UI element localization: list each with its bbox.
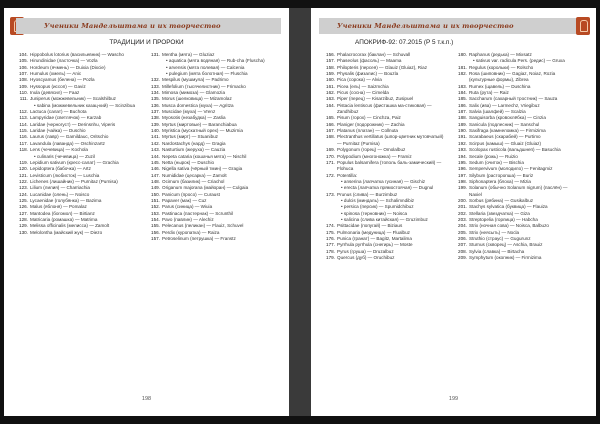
entry-number: 175.	[326, 229, 335, 235]
entry-text: Lilium (лилия) — Charriachia	[30, 185, 90, 191]
entry-text: Hippobolus lotorius (васильевник) — Wascho	[30, 52, 124, 57]
entry-text: Sanguisorba (кровохлёбка) — Cinzia	[469, 115, 546, 121]
entry-text: Pyrrhula pyrrhula (снегирь) — Moste	[337, 242, 413, 248]
entry-text: Sturnus (скворец) — Aschia, Brauiz	[469, 242, 543, 248]
entry-number: 125.	[19, 197, 28, 203]
entry-number: 198.	[458, 178, 467, 184]
entry-number: 157.	[326, 58, 335, 64]
entry-text: Secale (рожь) — Ruizio	[469, 153, 518, 159]
entry-number: 192.	[458, 140, 467, 146]
entry-number: 104.	[19, 52, 28, 57]
entry-text: Stachys sylvatica (буквица) — Flauiza	[469, 204, 548, 210]
entry-text: Nigella sativa (чёрный тмин) — Gragia	[162, 166, 243, 172]
entry-number: 131.	[151, 52, 160, 57]
entry-text: Laurus (лавр) — Gamildauc, Oritschio	[30, 134, 109, 140]
entry-column-2	[150, 52, 272, 242]
entry-text: Struthio (страус) — Gugurunz	[469, 235, 531, 241]
entry-text: Pisum (горох) — Cinchza, Paiz	[337, 115, 401, 121]
entry-number: 197.	[458, 172, 467, 178]
entry-text: Picea (ель) — Saizmchia	[337, 83, 389, 89]
page-number: 199	[448, 396, 459, 402]
entry-number: 118.	[19, 147, 28, 153]
entry-number: 181.	[458, 64, 467, 70]
entry-text: • erecta (лапчатка прямостоячая) — Dugnul	[341, 185, 434, 191]
list-entry	[325, 255, 447, 261]
entry-text: Lichenes (лишайник) — Purnitaz (Purnisa)	[30, 178, 118, 184]
entry-text: Mimosa (мимоза) — Glamozia	[162, 90, 226, 96]
entry-number: 204.	[458, 223, 467, 229]
entry-text: Raphanus (редька) — Mixsatz	[469, 52, 532, 57]
entry-text: Pyrus (груша) — Druzalbuz	[337, 248, 394, 254]
entry-number: 124.	[19, 191, 28, 197]
entry-number: 182.	[458, 71, 467, 77]
entry-number: 143.	[151, 147, 160, 153]
list-entry	[457, 71, 579, 84]
entry-number: 133.	[151, 83, 160, 89]
entry-text: Nardostachys (нард) — Gragia	[162, 140, 226, 146]
entry-number: 142.	[151, 140, 160, 146]
entry-text: • sabina (можжевельник казац-кий) — Scinzibua	[34, 102, 136, 108]
entry-number: 174.	[326, 223, 335, 229]
entry-number: 176.	[326, 235, 335, 241]
entry-number: 141.	[151, 134, 160, 140]
entry-text: Platanus (платан) — Collnuta	[337, 128, 398, 134]
entry-text: Origanum majorana (майоран) — Culgaia	[162, 185, 249, 191]
entry-text: • dulcis (миндаль) — Schalimndibiz	[341, 197, 415, 203]
entry-number: 166.	[326, 121, 335, 127]
entry-text: • spinosa (терновник) — Noisca	[341, 210, 408, 216]
entry-number: 148.	[151, 178, 160, 184]
entry-text: Myrtus (мирт) — Stuanibuz	[162, 134, 218, 140]
entry-number: 136.	[151, 102, 160, 108]
entry-number: 121.	[19, 172, 28, 178]
entry-text: Sanicula (подлесник) — Sanschul	[469, 121, 540, 127]
entry-text: Streptopelia (горлица) — Habcha	[469, 216, 538, 222]
entry-number: 177.	[326, 242, 335, 248]
entry-text: Levisticum (любисток) — Luschia	[30, 172, 100, 178]
entry-number: 147.	[151, 172, 160, 178]
entry-text: Muscidae (муха) — Vrenz	[162, 109, 216, 115]
entry-text: Lavandula (лаванда) — Oschinzartz	[30, 140, 105, 146]
entry-number: 172.	[326, 172, 335, 178]
entry-number: 144.	[151, 153, 160, 159]
entry-text: Millefolium (тысячелистник) — Frimacko	[162, 83, 246, 89]
entry-number: 160.	[326, 77, 335, 83]
entry-number: 116.	[19, 134, 28, 140]
entry-number: 122.	[19, 178, 28, 184]
entry-number: 123.	[19, 185, 28, 191]
entry-number: 205.	[458, 229, 467, 235]
entry-text: Quercus (дуб) — Oruchibuz	[337, 255, 395, 260]
entry-number: 208.	[458, 248, 467, 254]
entry-number: 206.	[458, 235, 467, 241]
entry-text: Regulus (корольки) — Rolscho	[469, 64, 534, 70]
entry-text: Malus (яблоня) — Pomalaz	[30, 204, 87, 210]
entry-text: Stellaria (звездчатка) — Giza	[469, 210, 530, 216]
entry-text: • anserina (лапчатка гусиная) — Gischiz	[341, 178, 426, 184]
section-heading: ТРАДИЦИИ И ПРОРОКИ	[109, 39, 184, 46]
entry-number: 156.	[151, 229, 160, 235]
list-entry	[457, 255, 579, 261]
entry-text: Scarabaeus (скарабей) — Purtimo	[469, 134, 541, 140]
entry-text: Potentilla:	[337, 172, 358, 178]
chapter-emblem-icon	[576, 17, 590, 35]
entry-text: Petroselinum (петрушка) — Franstz	[162, 235, 236, 241]
entry-number: 201.	[458, 204, 467, 210]
entry-number: 189.	[458, 121, 467, 127]
entry-text: • salicina (слива китайская) — Gruzimbuz	[341, 216, 428, 222]
entry-text: Myrtus (миртовые) — Baranchiabua	[162, 121, 237, 127]
entry-number: 127.	[19, 210, 28, 216]
entry-number: 151.	[151, 197, 160, 203]
entry-text: Melolontha (майский жук) — Diezo	[30, 229, 103, 235]
entry-text: Numididae (цесарка) — Zamolt	[162, 172, 227, 178]
entry-number: 195.	[458, 159, 467, 165]
entry-text: Lucanidae (олень) — Noisco	[30, 191, 90, 197]
entry-text: Salvia (шалфей) — Scalzia	[469, 109, 526, 115]
entry-text: • culinaris (чечевица) — Zuzil	[34, 153, 95, 159]
entry-number: 115.	[19, 128, 28, 134]
entry-text: Juniperus (можжевельник) — Scalshilbuz	[30, 96, 116, 102]
entry-number: 119.	[19, 159, 28, 165]
entry-number: 194.	[458, 153, 467, 159]
entry-number: 105.	[19, 58, 28, 64]
entry-text: Lepidoptera (бабочка) — Artz	[30, 166, 91, 172]
entry-text: • sativus var. radicula Pers. (редис) — Gruxa	[473, 58, 565, 64]
entry-text: Physalis (физалис) — Bouzla	[337, 71, 399, 77]
entry-number: 120.	[19, 166, 28, 172]
entry-number: 202.	[458, 210, 467, 216]
entry-text: Phalacrocorax (баклан) — Schuvall	[337, 52, 411, 57]
list-entry	[150, 236, 272, 242]
entry-number: 114.	[19, 121, 28, 127]
list-entry	[325, 134, 447, 147]
entry-text: Ruta (рута) — Raiz	[469, 90, 509, 96]
entry-number: 146.	[151, 166, 160, 172]
entry-text: Nepeta cataria (кошачья мята) — Nischil	[162, 153, 247, 159]
entry-number: 186.	[458, 102, 467, 108]
entry-number: 137.	[151, 109, 160, 115]
entry-text: Perdix (куропатка) — Raiza	[162, 229, 220, 235]
page-number: 198	[141, 396, 152, 402]
entry-number: 162.	[326, 90, 335, 96]
entry-text: Sylvia (славка) — Birtacha	[469, 248, 525, 254]
entry-column-1	[18, 52, 140, 236]
entry-number: 106.	[19, 64, 28, 70]
entry-number: 193.	[458, 147, 467, 153]
entry-number: 158.	[326, 64, 335, 70]
entry-text: Piper (перец) — Kisarzibuz, Zusipuel	[337, 96, 414, 102]
entry-text: Pica (сорока) — Alvia	[337, 77, 382, 83]
entry-number: 152.	[151, 204, 160, 210]
entry-text: Philopteris (персея) — Glauiz (Gluiaz), Riaz	[337, 64, 427, 70]
entry-number: 164.	[326, 102, 335, 108]
entry-number: 155.	[151, 223, 160, 229]
entry-number: 165.	[326, 115, 335, 121]
entry-text: Panicum (просо) — Curaust	[162, 191, 220, 197]
entry-number: 134.	[151, 90, 160, 96]
entry-text: Ocimum (базилик) — Criachol	[162, 178, 225, 184]
entry-text: Hyoscyamus (белена) — Pozla	[30, 77, 95, 83]
entry-number: 117.	[19, 140, 28, 146]
entry-number: 108.	[19, 77, 28, 83]
entry-number: 173.	[326, 191, 335, 197]
entry-number: 157.	[151, 235, 160, 241]
entry-text: Lens (чечевица) — Kochola	[30, 147, 88, 153]
entry-text: Sorbus (рябина) — Gusikalbuz	[469, 197, 534, 203]
entry-text: Mantodea (богомол) — Birtianz	[30, 210, 95, 216]
entry-number: 109.	[19, 83, 28, 89]
entry-number: 113.	[19, 115, 28, 121]
entry-text: Saxifraga (камнеломка) — Firmizima	[469, 128, 546, 134]
entry-number: 140.	[151, 128, 160, 134]
entry-text: Strix (ночная сова) — Noisca, Balbuzo	[469, 223, 549, 229]
entry-text: Pulmonaria (медуница) — Flualbuz	[337, 229, 410, 235]
list-entry	[18, 230, 140, 236]
entry-number: 149.	[151, 185, 160, 191]
entry-text: Phaseolus (фасоль) — Maama	[337, 58, 402, 64]
entry-number: 207.	[458, 242, 467, 248]
entry-text: Plectranthus vertillatus (шпор-цветник мутовчатый) — Purnitaz (Purnisa)	[337, 134, 444, 146]
list-entry	[325, 103, 447, 116]
left-page	[4, 8, 289, 416]
entry-text: Scirpus (камыш) — Gluaiz (Gluiaz)	[469, 140, 541, 146]
entry-number: 199.	[458, 185, 467, 191]
entry-text: Myristica (мускатный орех) — Muzirnia	[162, 128, 243, 134]
entry-text: Pistacia lentiscus (фисташка ма-стиковая) — Zandhibuz	[337, 102, 432, 115]
entry-number: 129.	[19, 223, 28, 229]
entry-number: 167.	[326, 128, 335, 134]
entry-text: Myosotis (незабудка) — Zaslia	[162, 115, 226, 121]
section-heading: АПОКРИФ-92: 07.2015 (Р 5 т.к.п.)	[355, 39, 454, 46]
entry-number: 209.	[458, 255, 467, 260]
entry-number: 191.	[458, 134, 467, 140]
entry-text: Lycaenidae (голубянка) — Bazima	[30, 197, 102, 203]
running-header	[319, 18, 584, 34]
list-entry	[325, 160, 447, 173]
entry-column-2	[457, 52, 579, 261]
entry-text: Laridae (черногуст) — Derinsnhu, Viperis	[30, 121, 116, 127]
entry-number: 128.	[19, 216, 28, 222]
entry-number: 150.	[151, 191, 160, 197]
entry-text: Humulus (хмель) — Anic	[30, 71, 82, 77]
entry-text: Psittacidae (попугай) — Biziaus	[337, 223, 403, 229]
entry-number: 180.	[458, 52, 467, 57]
entry-text: Netta (нырок) — Duschio	[162, 159, 215, 165]
entry-number: 163.	[326, 96, 335, 102]
entry-text: Morus (шелковица) — Mizamolaz	[162, 96, 232, 102]
entry-text: Melissa officinalis (мелисса) — Zamolt	[30, 223, 110, 229]
list-entry	[457, 185, 579, 198]
entry-text: Nasturtium (жеруха) — Cauzia	[162, 147, 226, 153]
entry-number: 168.	[326, 134, 335, 140]
entry-text: Prunus (слива) — Burzimbuz	[337, 191, 398, 197]
entry-text: Musca domestica (муха) — Agritza	[162, 102, 234, 108]
entry-text: Siphonaptera (блоха) — Mizia	[469, 178, 531, 184]
entry-number: 169.	[326, 147, 335, 153]
entry-number: 111.	[19, 96, 28, 102]
entry-text: Lactuca (салат) — Buchota	[30, 109, 87, 115]
entry-number: 196.	[458, 166, 467, 172]
entry-text: Salix (ива) — Larmechz, Vriegibuz	[469, 102, 540, 108]
entry-text: Laridae (чайка) — Duschio	[30, 128, 86, 134]
entry-text: • arvensis (мята полевая) — Calcenia	[166, 64, 245, 70]
entry-text: • aquatica (мята водяная) — Rub-cha (Fluscha)	[166, 58, 265, 64]
entry-text: Mentha (мята) — Gluziaz	[162, 52, 215, 57]
entry-text: Polygonum (горец) — Omolalbuz	[337, 147, 406, 153]
entry-text: Strix (неясыть) — Nocla	[469, 229, 520, 235]
entry-text: Hordeum (ячмень) — Duixia (Dixcie)	[30, 64, 106, 70]
entry-text: Pavo (павлин) — Alechiz	[162, 216, 214, 222]
entry-text: Picus (сосна) — Cimelda	[337, 90, 389, 96]
entry-text: Planiger (подорожник) — Zachia	[337, 121, 405, 127]
entry-text: Mespilus (мушмула) — Padrimo	[162, 77, 229, 83]
entry-number: 145.	[151, 159, 160, 165]
entry-text: Pelecanus (пеликан) — Flauiz, Schuvel	[162, 223, 244, 229]
entry-text: Silybum (расторопша) — Buriz	[469, 172, 534, 178]
entry-text: Hyssopus (иссоп) — Gaviz	[30, 83, 86, 89]
entry-text: Rosa (шиповник) — Gagiaz, Noiaz, Rozia (культурные формы), Zibrea	[469, 71, 556, 83]
entry-number: 138.	[151, 115, 160, 121]
entry-text: Saccharum (сахарный тростник) — Sauza	[469, 96, 558, 102]
entry-number: 156.	[326, 52, 335, 57]
entry-number: 203.	[458, 216, 467, 222]
entry-text: Symphytum (окопник) — Firmizima	[469, 255, 542, 260]
entry-column-1	[325, 52, 447, 261]
entry-text: Solanum (обычно Solanum nigrum) (паслён) — Naxiel	[469, 185, 568, 197]
entry-number: 187.	[458, 109, 467, 115]
entry-number: 139.	[151, 121, 160, 127]
entry-text: Parus (синица) — Wiuia	[162, 204, 213, 210]
entry-number: 183.	[458, 83, 467, 89]
entry-number: 159.	[326, 71, 335, 77]
entry-text: Papaver (мак) — Cuz	[162, 197, 207, 203]
entry-number: 171.	[326, 159, 335, 165]
entry-number: 161.	[326, 83, 335, 89]
entry-number: 110.	[19, 90, 28, 96]
entry-number: 112.	[19, 109, 28, 115]
entry-number: 190.	[458, 128, 467, 134]
entry-number: 200.	[458, 197, 467, 203]
entry-number: 130.	[19, 229, 28, 235]
entry-number: 179.	[326, 255, 335, 260]
entry-number: 188.	[458, 115, 467, 121]
entry-number: 178.	[326, 248, 335, 254]
running-header-title: Ученики Мандельштама и их творчество	[44, 22, 221, 30]
entry-text: Sedum (очиток) — Bischia	[469, 159, 524, 165]
running-header-title: Ученики Мандельштама и их творчество	[337, 22, 514, 30]
entry-number: 153.	[151, 210, 160, 216]
entry-text: Sempervivum (молодило) — Fenitagmiz	[469, 166, 553, 172]
entry-number: 184.	[458, 90, 467, 96]
entry-text: Polypodium (многоножка) — Framiz	[337, 153, 412, 159]
entry-text: Rumex (щавель) — Duschina	[469, 83, 531, 89]
entry-number: 170.	[326, 153, 335, 159]
entry-text: Matricaria (ромашка) — Matrima	[30, 216, 98, 222]
entry-number: 107.	[19, 71, 28, 77]
entry-number: 126.	[19, 204, 28, 210]
entry-text: Scolopax rusticola (вальдшнеп) — Basuchia	[469, 147, 561, 153]
entry-text: Punica (гранат) — Bagitz, Martalima	[337, 235, 412, 241]
entry-text: • persica (персик) — Spumidchibuz	[341, 204, 414, 210]
entry-number: 132.	[151, 77, 160, 83]
running-header	[16, 18, 281, 34]
entry-text: Lampyridae (светлячок) — Karzab	[30, 115, 102, 121]
entry-text: Inula (девясил) — Faaz	[30, 90, 80, 96]
entry-number: 135.	[151, 96, 160, 102]
entry-text: • pulegium (мята болотная) — Fluschia	[166, 71, 248, 77]
entry-text: Populus balsamifera (тополь баль-замический) — Flohuca	[337, 159, 442, 172]
book-gutter	[289, 8, 311, 416]
entry-number: 154.	[151, 216, 160, 222]
entry-text: Pastinaca (пастернак) — Scrunthil	[162, 210, 234, 216]
right-page	[311, 8, 596, 416]
entry-text: Lepidium sativum (кресс-салат) — Grachia	[30, 159, 119, 165]
entry-text: Hirundinidae (ласточка) — Vozla	[30, 58, 98, 64]
entry-number: 185.	[458, 96, 467, 102]
